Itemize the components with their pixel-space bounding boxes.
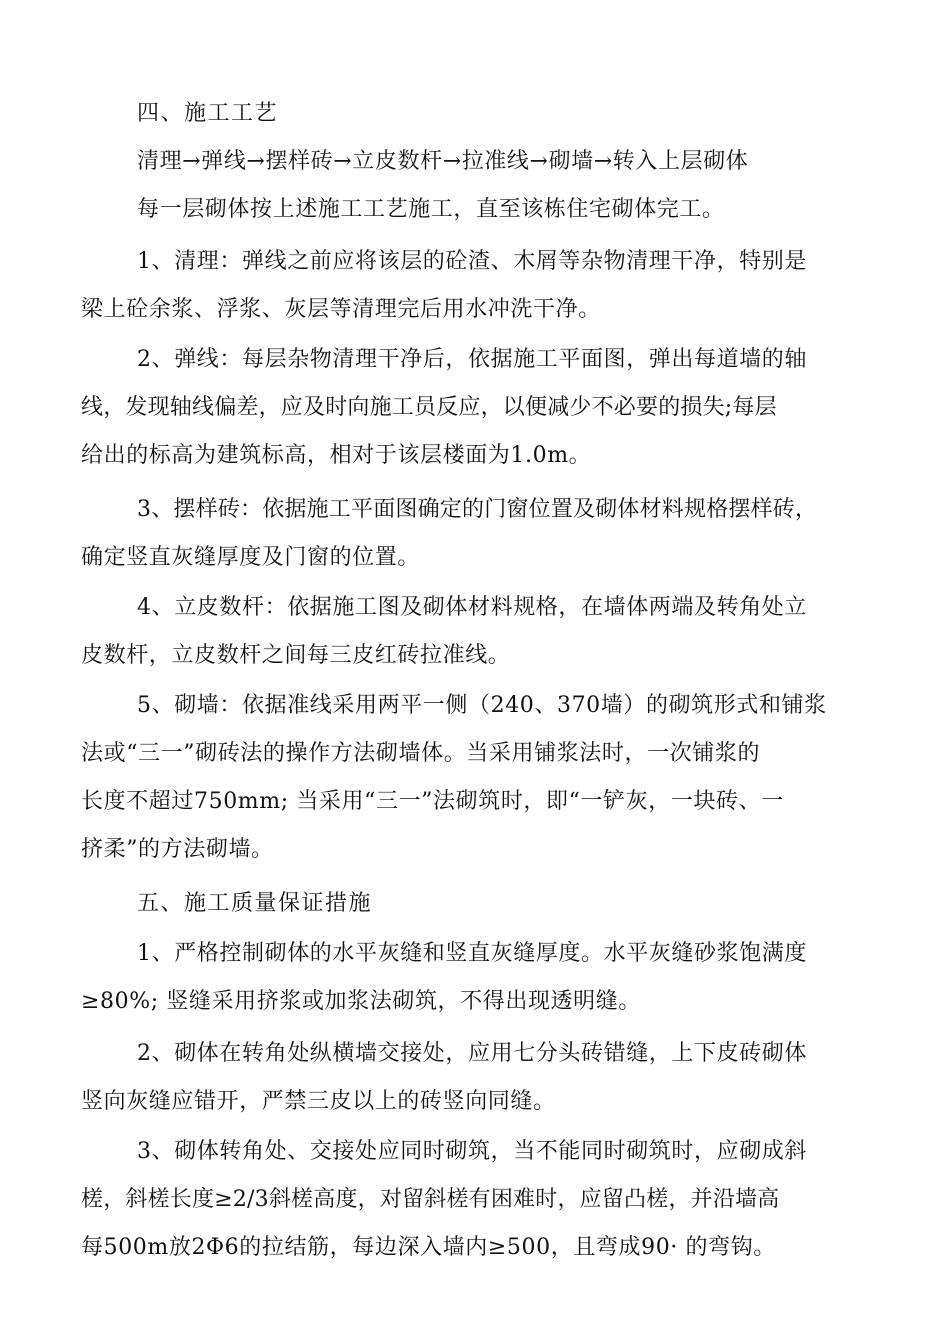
paragraph-line: 3、摆样砖：依据施工平面图确定的门窗位置及砌体材料规格摆样砖，	[137, 497, 818, 522]
paragraph-line: 1、严格控制砌体的水平灰缝和竖直灰缝厚度。水平灰缝砂浆饱满度	[137, 941, 807, 966]
step-paragraph	[81, 584, 877, 680]
paragraph-line: 皮数杆，立皮数杆之间每三皮红砖拉准线。	[81, 643, 511, 668]
paragraph-line: 竖向灰缝应错开，严禁三皮以上的砖竖向同缝。	[81, 1089, 556, 1114]
step-paragraph	[81, 682, 877, 874]
paragraph-line: 法或“三一”砌砖法的操作方法砌墙体。当采用铺浆法时，一次铺浆的	[81, 741, 761, 766]
process-note	[137, 186, 877, 234]
heading-text: 五、施工质量保证措施	[137, 891, 373, 916]
paragraph-line: 2、弹线：每层杂物清理干净后，依据施工平面图，弹出每道墙的轴	[137, 347, 807, 372]
paragraph-line: 线，发现轴线偏差，应及时向施工员反应，以便减少不必要的损失;每层	[81, 395, 777, 420]
paragraph-line: ≥80%; 竖缝采用挤浆或加浆法砌筑，不得出现透明缝。	[81, 989, 641, 1014]
measure-paragraph	[81, 1128, 877, 1272]
paragraph-line: 4、立皮数杆：依据施工图及砌体材料规格，在墙体两端及转角处立	[137, 595, 807, 620]
heading-text: 四、施工工艺	[137, 101, 279, 126]
paragraph-line: 3、砌体转角处、交接处应同时砌筑，当不能同时砌筑时，应砌成斜	[137, 1139, 807, 1164]
measure-paragraph	[81, 930, 877, 1026]
paragraph-line: 长度不超过750mm; 当采用“三一”法砌筑时，即“一铲灰，一块砖、一	[81, 789, 784, 814]
paragraph-line: 5、砌墙：依据准线采用两平一侧（240、370墙）的砌筑形式和铺浆	[137, 693, 827, 718]
process-note-text: 每一层砌体按上述施工工艺施工，直至该栋住宅砌体完工。	[137, 197, 725, 222]
section-heading-construction-process	[137, 90, 877, 138]
paragraph-line: 每500m放2Φ6的拉结筋，每边深入墙内≥500，且弯成90· 的弯钩。	[81, 1235, 776, 1260]
measure-paragraph	[81, 1030, 877, 1126]
process-flow	[137, 138, 877, 186]
step-paragraph	[81, 486, 877, 582]
paragraph-line: 梁上砼余浆、浮浆、灰层等清理完后用水冲洗干净。	[81, 297, 601, 322]
paragraph-line: 1、清理：弹线之前应将该层的砼渣、木屑等杂物清理干净，特别是	[137, 249, 807, 274]
paragraph-line: 确定竖直灰缝厚度及门窗的位置。	[81, 545, 421, 570]
process-flow-text: 清理→弹线→摆样砖→立皮数杆→拉准线→砌墙→转入上层砌体	[137, 149, 749, 174]
paragraph-line: 挤柔”的方法砌墙。	[81, 837, 274, 862]
paragraph-line: 2、砌体在转角处纵横墙交接处，应用七分头砖错缝，上下皮砖砌体	[137, 1041, 807, 1066]
step-paragraph	[81, 336, 877, 480]
section-heading-quality-measures	[137, 880, 877, 928]
step-paragraph	[81, 238, 877, 334]
paragraph-line: 槎，斜槎长度≥2/3斜槎高度，对留斜槎有困难时，应留凸槎，并沿墙高	[81, 1187, 780, 1212]
paragraph-line: 给出的标高为建筑标高，相对于该层楼面为1.0m。	[81, 443, 592, 468]
